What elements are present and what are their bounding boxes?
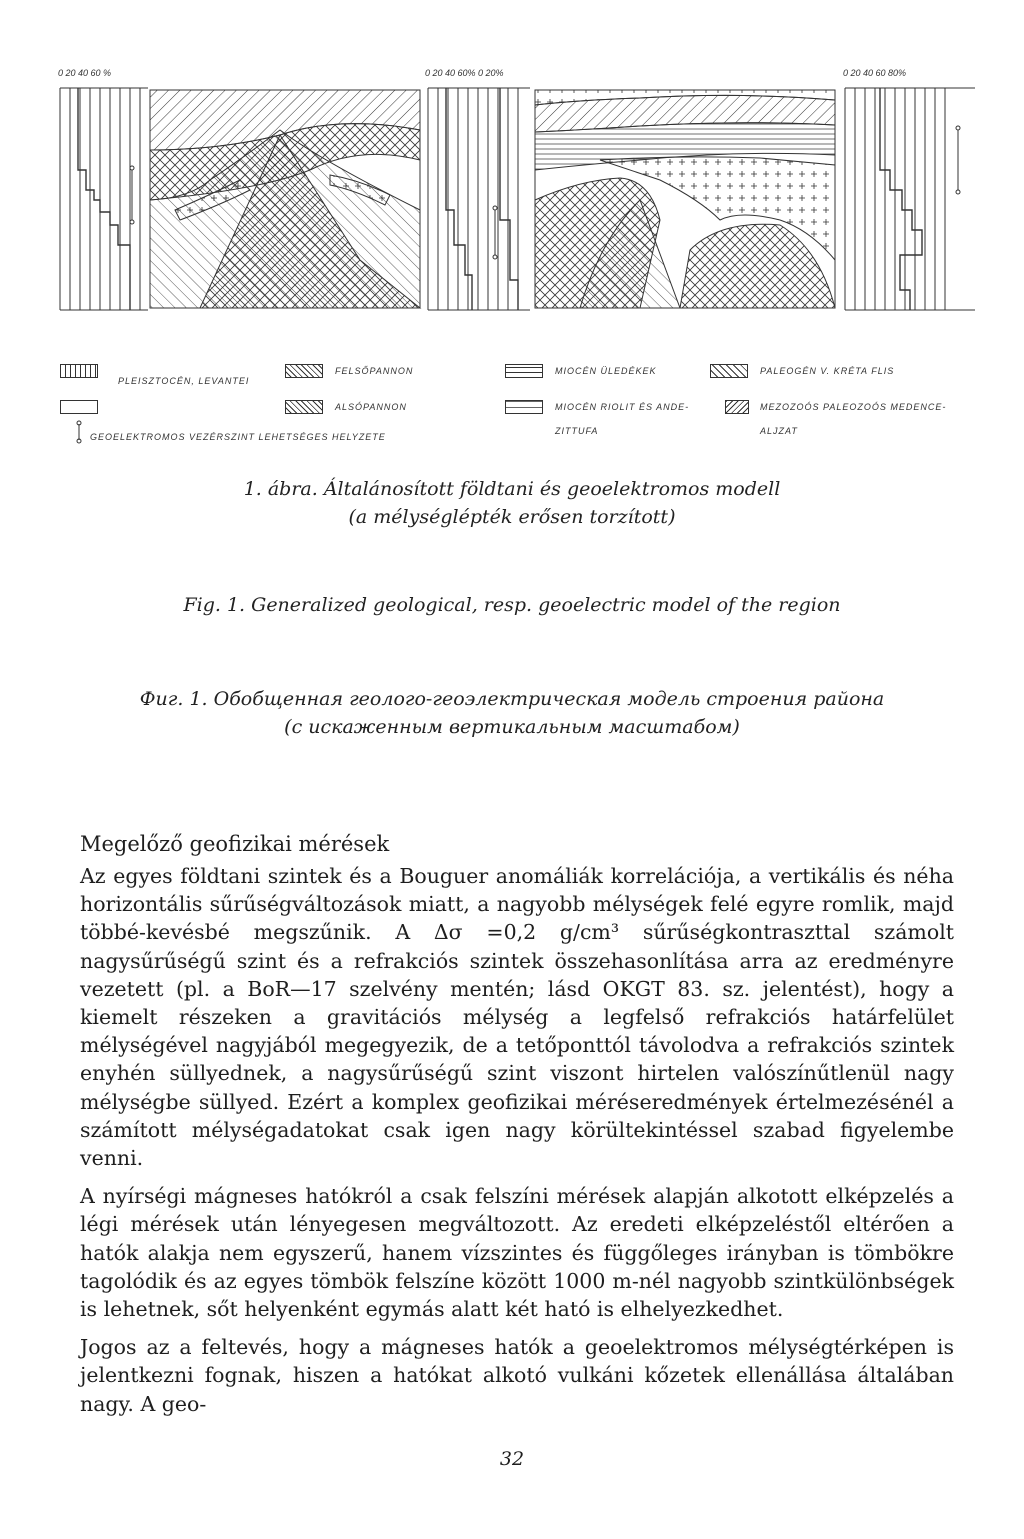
geoelectric-level-icon xyxy=(74,420,84,444)
legend-swatch-paleogen xyxy=(710,364,748,378)
legend-swatch-pleisztocen xyxy=(60,364,98,378)
middle-column xyxy=(428,88,530,310)
left-column xyxy=(60,88,148,310)
figure-legend xyxy=(60,360,960,450)
legend-swatch-miocen-uledekek xyxy=(505,364,543,378)
paragraph-2: A nyírségi mágneses hatókról a csak felszíni mérések alapján alkotott elképzelés a légi mérések után lényegesen megváltozott. Az eredeti elképzeléstől eltérően a hatók alakja nem egyszerű, hanem vízszintes és függőleges irányban is tömbökre tagolódik és az egyes tömbök felszíne között 1000 m-nél nagyobb szintkülönbségek is lehetnek, sőt helyenként egymás alatt két ható is elhelyezkedhet. xyxy=(80,1184,954,1322)
paragraph-1: Az egyes földtani szintek és a Bouguer anomáliák korrelációja, a vertikális és néha horizontális sűrűségváltozások miatt, a nagyobb mélységek felé egyre romlik, majd többé-kevésbé megszűnik. A Δσ =0,2 g/cm³ sűrűségkontraszttal számolt nagysűrűségű szint és a refrakciós szintek összehasonlítása arra az eredményre vezetett (pl. a BoR—17 szelvény mentén; lásd OKGT 83. sz. jelentést), hogy a kiemelt részeken a gravitációs mélység a legfelső refrakciós határfelület mélységével nagyjából megegyezik, de a tetőponttól távolodva a refrakciós szintek enyhén süllyednek, a nagysűrűségű szint viszont hirtelen valószínűtlenül nagy mélységbe süllyed. Ezért a komplex geofizikai méréseredmények értelmezésénél a számított mélységadatokat csak igen nagy körültekintéssel szabad figyelembe venni. xyxy=(80,864,954,1171)
scale-right: 0 20 40 60 80% xyxy=(843,68,907,78)
paragraph-3: Jogos az a feltevés, hogy a mágneses hatók a geoelektromos mélységtérképen is jelentkezni fognak, hiszen a hatókat alkotó vulkáni kőzetek ellenállása általában nagy. A geo- xyxy=(80,1335,954,1416)
right-column xyxy=(845,88,975,310)
legend-miocen-riolit: MIOCÉN RIOLIT ÉS ANDE- xyxy=(555,402,690,412)
scale-left: 0 20 40 60 % xyxy=(58,68,112,78)
page-number: 32 xyxy=(499,1448,525,1470)
caption-ru-line1: Фиг. 1. Обобщенная геолого-геоэлектрическая модель строения района xyxy=(139,688,885,710)
legend-pleisztocen: PLEISZTOCÉN, LEVANTEI xyxy=(118,376,250,386)
legend-geoelektromos: GEOELEKTROMOS VEZÉRSZINT LEHETSÉGES HELYZETE xyxy=(90,432,386,442)
section-heading: Megelőző geofizikai mérések xyxy=(80,832,390,856)
caption-hu-line2: (a mélységlépték erősen torzított) xyxy=(348,506,676,528)
caption-ru-line2: (с искаженным вертикальным масштабом) xyxy=(284,716,740,738)
legend-swatch-miocen-riolit xyxy=(505,400,543,414)
body-text xyxy=(80,862,954,1428)
legend-mezozoos: MEZOZOÓS PALEOZOÓS MEDENCE- xyxy=(760,402,947,412)
legend-swatch-pleisztocen-2 xyxy=(60,400,98,414)
legend-paleogen: PALEOGÉN V. KRÉTA FLIS xyxy=(760,366,895,376)
section-left xyxy=(150,90,420,308)
scale-middle: 0 20 40 60% 0 20% xyxy=(425,68,504,78)
legend-alsopannon: ALSÓPANNON xyxy=(335,402,407,412)
legend-miocen-riolit-2: ZITTUFA xyxy=(555,426,599,436)
legend-swatch-alsopannon xyxy=(285,400,323,414)
legend-felsopannon: FELSŐPANNON xyxy=(335,366,414,376)
section-right xyxy=(535,90,835,308)
geological-model-figure xyxy=(40,60,990,350)
legend-swatch-mezozoos xyxy=(725,400,749,414)
legend-miocen-uledekek: MIOCÉN ÜLEDÉKEK xyxy=(555,366,657,376)
caption-en: Fig. 1. Generalized geological, resp. geoelectric model of the region xyxy=(183,594,841,616)
legend-swatch-felsopannon xyxy=(285,364,323,378)
caption-hu-line1: 1. ábra. Általánosított földtani és geoelektromos modell xyxy=(243,478,781,500)
legend-mezozoos-2: ALJZAT xyxy=(760,426,798,436)
